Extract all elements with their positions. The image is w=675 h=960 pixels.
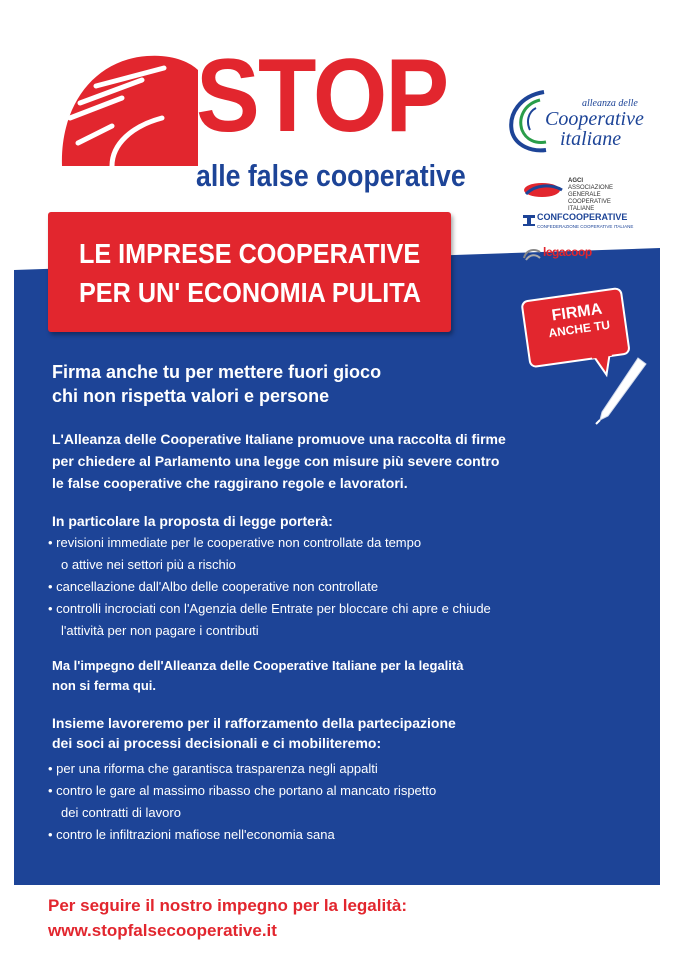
lead-line-2: chi non rispetta valori e persone — [52, 386, 330, 406]
list-item-continuation: l'attività per non pagare i contributi — [61, 623, 259, 638]
footer-line-1: Per seguire il nostro impegno per la legalità: — [48, 896, 407, 915]
lead-text — [52, 360, 381, 408]
list-item: • revisioni immediate per le cooperative non controllate da tempo — [48, 535, 422, 550]
section2-heading-line-1: Insieme lavoreremo per il rafforzamento della partecipazione — [52, 715, 456, 731]
lead-line-1: Firma anche tu per mettere fuori gioco — [52, 362, 382, 382]
firma-badge-line2: ANCHE TU — [547, 317, 611, 341]
legality-paragraph — [52, 656, 463, 696]
alleanza-logo-small-text: alleanza delle — [582, 98, 638, 109]
agci-abbr: AGCI — [568, 178, 583, 184]
agci-logo-icon — [522, 180, 566, 200]
stop-heading: STOP — [196, 38, 448, 154]
confcooperative-logo-icon — [522, 213, 536, 227]
banner-line-1: LE IMPRESE COOPERATIVE — [78, 238, 421, 269]
section2-heading-line-2: dei soci ai processi decisionali e ci mobiliteremo: — [52, 735, 382, 751]
confcooperative-subtitle: CONFEDERAZIONE COOPERATIVE ITALIANE — [537, 224, 634, 229]
list-item: • contro le gare al massimo ribasso che portano al mancato rispetto — [48, 783, 437, 798]
intro-line-2: per chiedere al Parlamento una legge con misure più severe contro — [52, 453, 500, 469]
pen-icon — [594, 354, 650, 426]
intro-line-3: le false cooperative che raggirano regole e lavoratori. — [52, 475, 408, 491]
firma-badge-line1: FIRMA — [550, 300, 604, 325]
list-item-continuation: o attive nei settori più a rischio — [61, 557, 236, 572]
section2-heading — [52, 713, 456, 753]
banner-line-2: PER UN' ECONOMIA PULITA — [78, 277, 421, 308]
red-banner — [48, 212, 451, 332]
legacoop-name: legacoop — [543, 245, 592, 259]
intro-paragraph — [52, 428, 506, 494]
section1-list — [48, 532, 491, 642]
alleanza-logo-line1: Cooperative — [545, 108, 644, 130]
footer-website-link[interactable]: www.stopfalsecooperative.it — [48, 921, 277, 940]
list-item: • cancellazione dall'Albo delle cooperative non controllate — [48, 579, 379, 594]
para2-line-1: Ma l'impegno dell'Alleanza delle Cooperative Italiane per la legalità — [52, 658, 464, 673]
list-item-continuation: dei contratti di lavoro — [61, 805, 181, 820]
section1-heading: In particolare la proposta di legge porterà: — [52, 513, 333, 529]
legacoop-logo-icon — [522, 246, 542, 262]
section2-list — [48, 758, 436, 846]
hand-icon — [52, 48, 202, 168]
intro-line-1: L'Alleanza delle Cooperative Italiane promuove una raccolta di firme — [52, 431, 506, 447]
footer — [48, 893, 407, 943]
agci-full-name: ASSOCIAZIONE GENERALE COOPERATIVE ITALIANE — [568, 185, 614, 212]
list-item: • per una riforma che garantisca trasparenza negli appalti — [48, 761, 378, 776]
alleanza-logo-line2: italiane — [560, 128, 622, 150]
confcooperative-name: CONFCOOPERATIVE — [537, 212, 628, 222]
para2-line-2: non si ferma qui. — [52, 678, 157, 693]
list-item: • controlli incrociati con l'Agenzia delle Entrate per bloccare chi apre e chiude — [48, 601, 491, 616]
agci-logo-text — [568, 178, 613, 213]
subtitle: alle false cooperative — [196, 158, 466, 193]
list-item: • contro le infiltrazioni mafiose nell'economia sana — [48, 827, 335, 842]
